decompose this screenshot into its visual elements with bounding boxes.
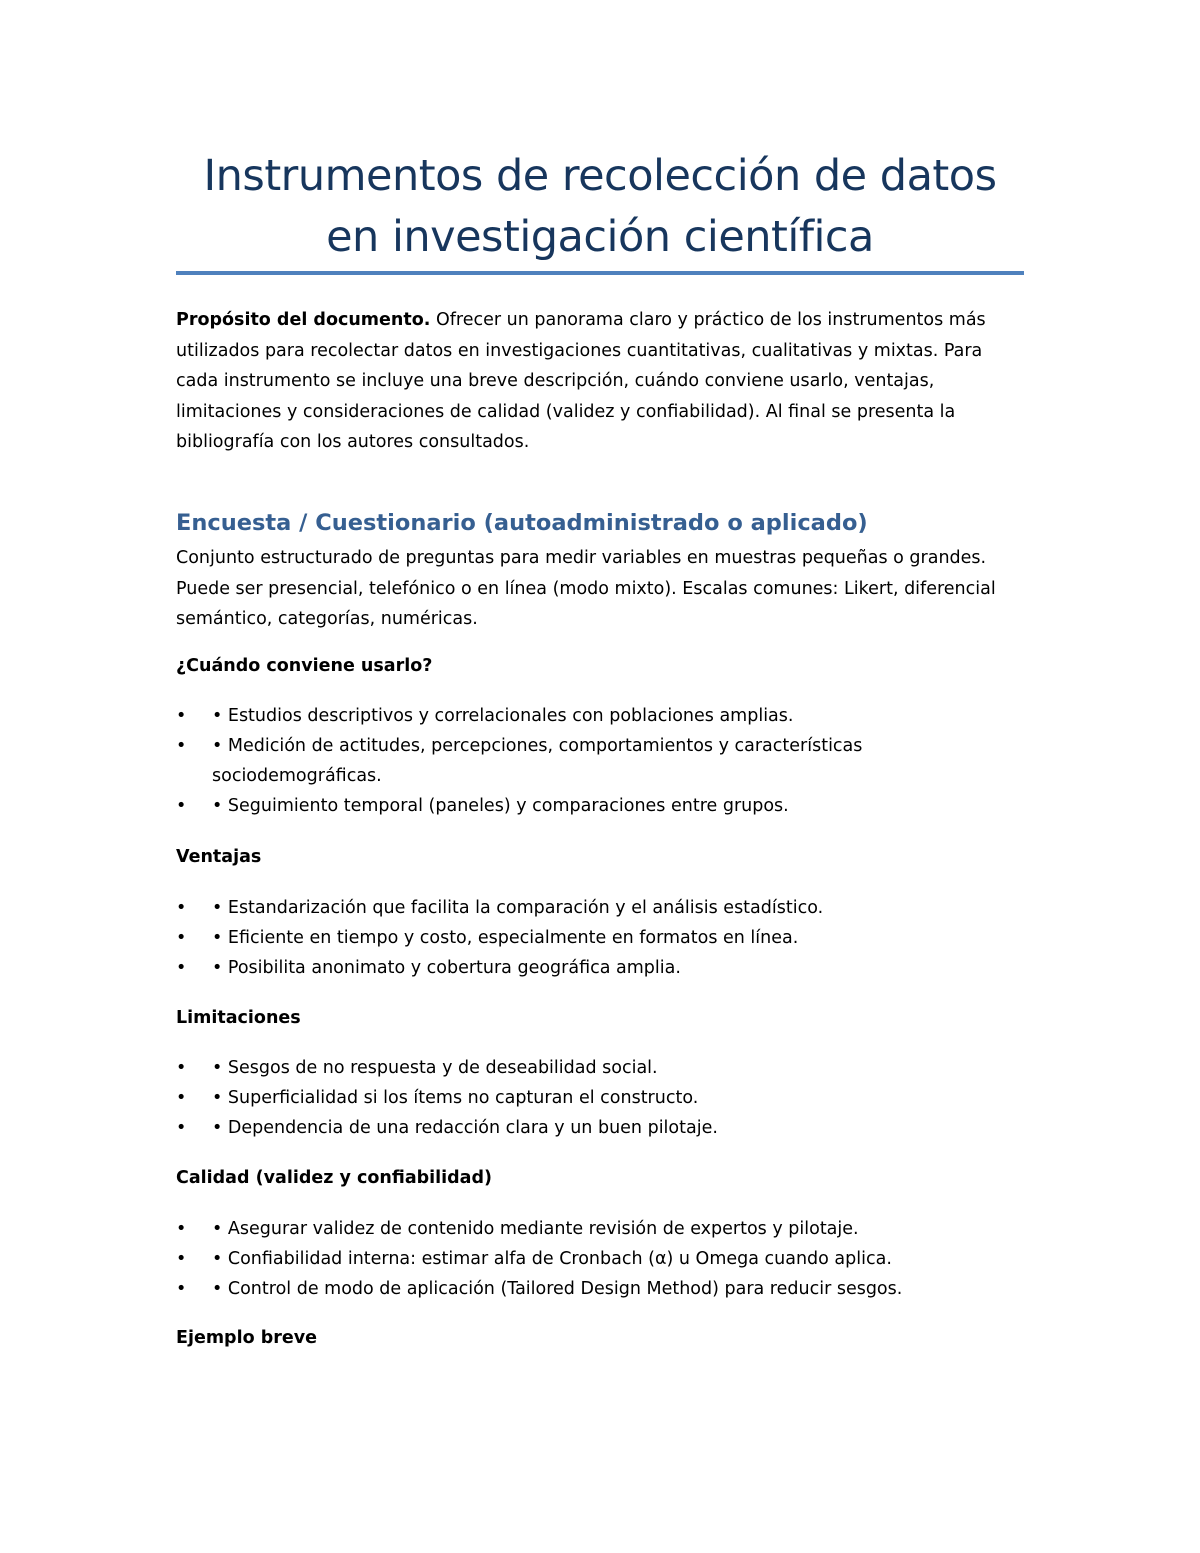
purpose-label: Propósito del documento. [176, 310, 431, 330]
subheading-advantages: Ventajas [176, 847, 262, 867]
list-item-text: • Seguimiento temporal (paneles) y comparaciones entre grupos. [212, 796, 789, 816]
list-item-text: • Control de modo de aplicación (Tailored Design Method) para reducir sesgos. [212, 1279, 903, 1299]
list-item [176, 953, 1024, 983]
list-item [176, 701, 1024, 731]
subheading-limitations: Limitaciones [176, 1008, 301, 1028]
list-item [176, 893, 1024, 923]
list-item-text: • Dependencia de una redacción clara y un buen pilotaje. [212, 1118, 718, 1138]
bullet-marker: • [176, 1058, 187, 1078]
list-item-text: • Asegurar validez de contenido mediante revisión de expertos y pilotaje. [212, 1219, 859, 1239]
section-intro: Conjunto estructurado de preguntas para medir variables en muestras pequeñas o grandes. Puede ser presencial, telefónico o en línea (modo mixto). Escalas comunes: Likert, diferencial semántico, categorías, numéricas. [176, 548, 996, 629]
bullet-marker: • [176, 958, 187, 978]
bullet-marker: • [176, 736, 187, 756]
document-title: Instrumentos de recolección de datos en investigación científica [203, 151, 997, 262]
list-item [176, 1053, 1024, 1083]
bullet-marker: • [176, 1249, 187, 1269]
list-item [176, 923, 1024, 953]
list-item-text: • Estandarización que facilita la comparación y el análisis estadístico. [212, 898, 824, 918]
section-heading-encuesta: Encuesta / Cuestionario (autoadministrado o aplicado) [176, 510, 868, 536]
list-item-text: • Eficiente en tiempo y costo, especialmente en formatos en línea. [212, 928, 799, 948]
list-item-text: • Superficialidad si los ítems no capturan el constructo. [212, 1088, 699, 1108]
list-advantages [176, 893, 1024, 983]
subheading-example: Ejemplo breve [176, 1328, 317, 1348]
bullet-marker: • [176, 706, 187, 726]
list-item-text: • Confiabilidad interna: estimar alfa de Cronbach (α) u Omega cuando aplica. [212, 1249, 892, 1269]
list-when [176, 701, 1024, 821]
bullet-marker: • [176, 1088, 187, 1108]
title-underline [176, 271, 1024, 275]
subheading-when: ¿Cuándo conviene usarlo? [176, 656, 433, 676]
bullet-marker: • [176, 1118, 187, 1138]
bullet-marker: • [176, 1279, 187, 1299]
list-item [176, 1214, 1024, 1244]
list-item [176, 1244, 1024, 1274]
list-item [176, 791, 1024, 821]
list-item-text: • Posibilita anonimato y cobertura geográfica amplia. [212, 958, 681, 978]
list-item-text: • Estudios descriptivos y correlacionales con poblaciones amplias. [212, 706, 794, 726]
bullet-marker: • [176, 796, 187, 816]
bullet-marker: • [176, 1219, 187, 1239]
purpose-text: Ofrecer un panorama claro y práctico de los instrumentos más utilizados para recolectar datos en investigaciones cuantitativas, cualitativas y mixtas. Para cada instrumento se incluye una breve descripción, cuándo conviene usarlo, ventajas, limitaciones y consideraciones de calidad (validez y confiabilidad). Al final se presenta la bibliografía con los autores consultados. [176, 310, 986, 452]
list-item-text: • Medición de actitudes, percepciones, comportamientos y características sociodemográficas. [212, 736, 863, 786]
subheading-quality: Calidad (validez y confiabilidad) [176, 1168, 493, 1188]
list-item [176, 731, 1024, 791]
bullet-marker: • [176, 898, 187, 918]
list-item [176, 1113, 1024, 1143]
list-quality [176, 1214, 1024, 1304]
purpose-paragraph [176, 305, 1024, 458]
bullet-marker: • [176, 928, 187, 948]
list-item-text: • Sesgos de no respuesta y de deseabilidad social. [212, 1058, 658, 1078]
list-item [176, 1083, 1024, 1113]
list-item [176, 1274, 1024, 1304]
list-limitations [176, 1053, 1024, 1143]
